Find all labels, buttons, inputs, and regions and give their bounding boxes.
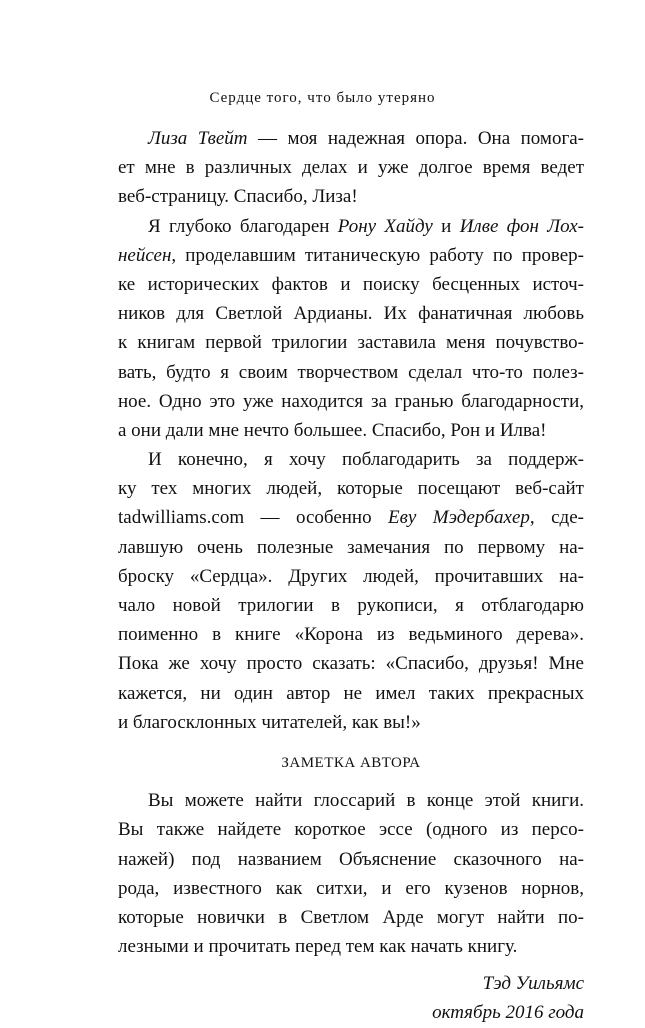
- author-name-text: Тэд Уильямс: [482, 973, 584, 995]
- text-line: [118, 503, 584, 532]
- text-line: ников для Светлой Ардианы. Их фанатичная любовь: [118, 303, 584, 325]
- signature-date-text: октябрь 2016 года: [432, 1002, 584, 1024]
- person-name: Илве фон Лох-: [459, 215, 584, 237]
- person-name: Лиза Твейт: [148, 128, 248, 149]
- text-line: И конечно, я хочу поблагодарить за поддерж-: [148, 449, 584, 471]
- text-line: Вы можете найти глоссарий в конце этой книги.: [148, 790, 584, 812]
- text-line: кажется, ни один автор не имел таких прекрасных: [118, 682, 584, 704]
- text-span: — моя надежная опора. Она помога-: [247, 128, 584, 149]
- text-line: чало новой трилогии в рукописи, я отблагодарю: [118, 595, 584, 616]
- person-name: Еву Мэдербахер: [388, 507, 530, 529]
- paragraph: [118, 786, 584, 961]
- text-line: [118, 124, 584, 153]
- text-line: ке исторических фактов и поиску бесценных источ-: [118, 273, 584, 295]
- section-spacer: [118, 778, 584, 786]
- text-line: веб-страницу. Спасибо, Лиза!: [118, 186, 358, 208]
- person-name: Рону Хайду: [337, 215, 433, 237]
- text-line: Вы также найдете короткое эссе (одного из персо-: [118, 819, 584, 841]
- text-line: которые новички в Светлом Арде могут найти по-: [118, 906, 584, 928]
- text-line: нажей) под названием Объяснение сказочного на-: [118, 848, 584, 870]
- text-span: и: [432, 215, 460, 237]
- text-line: рода, известного как ситхи, и его кузенов норнов,: [118, 877, 584, 899]
- signature: [118, 969, 584, 1027]
- text-line: ное. Одно это уже находится за гранью благодарности,: [118, 390, 584, 412]
- text-line: ку тех многих людей, которые посещают веб-сайт: [118, 478, 584, 500]
- text-line: броску «Сердца». Других людей, прочитавших на-: [118, 565, 584, 587]
- text-line: а они дали мне нечто большее. Спасибо, Рон и Илва!: [118, 419, 547, 441]
- paragraph: [118, 445, 584, 737]
- section-spacer: [118, 961, 584, 969]
- text-span: , сде-: [529, 507, 584, 529]
- text-span: , проделавшим титаническую работу по провер-: [171, 244, 584, 266]
- text-line: Пока же хочу просто сказать: «Спасибо, друзья! Мне: [118, 653, 584, 675]
- text-line: к книгам первой трилогии заставила меня почувство-: [118, 332, 584, 354]
- text-block: [118, 124, 584, 1028]
- text-line: вать, будто я своим творчеством сделал что-то полез-: [118, 361, 584, 383]
- text-line: поименно в книге «Корона из ведьминого дерева».: [118, 624, 584, 646]
- running-head: Сердце того, что было утеряно: [209, 90, 436, 106]
- text-span: tadwilliams.com — особенно: [118, 507, 389, 529]
- text-line: лезными и прочитать перед тем как начать книгу.: [118, 936, 518, 958]
- section-spacer: [118, 737, 584, 749]
- paragraph: [118, 124, 584, 212]
- text-line: ет мне в различных делах и уже долгое время ведет: [118, 157, 584, 179]
- section-title: ЗАМЕТКА АВТОРА: [281, 754, 421, 771]
- text-line: [118, 212, 584, 241]
- text-line: и благосклонных читателей, как вы!»: [118, 711, 421, 733]
- signature-date: [118, 998, 584, 1027]
- text-span: Я глубоко благодарен: [148, 215, 338, 237]
- author-name: [118, 969, 584, 998]
- paragraph: [118, 212, 584, 446]
- text-line: [118, 241, 584, 270]
- text-line: лавшую очень полезные замечания по первому на-: [118, 536, 584, 558]
- person-name: нейсен: [118, 244, 172, 266]
